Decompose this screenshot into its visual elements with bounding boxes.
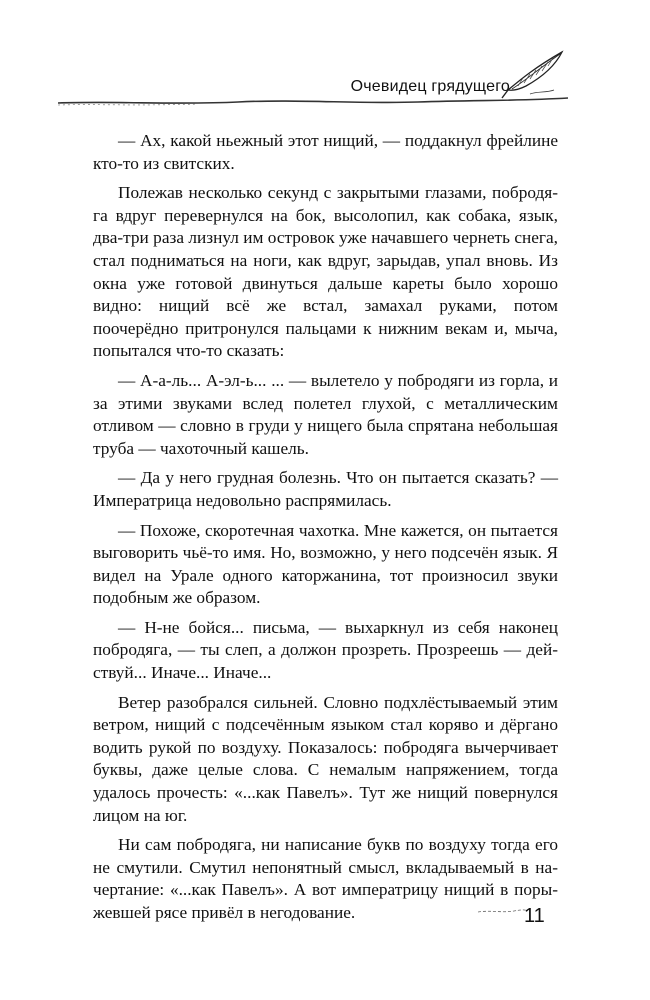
paragraph: Ни сам побродяга, ни написание букв по воздуху тогда его не смутили. Смутил непонятный смысл, вкладываемый в начертание: «...как Павелъ». А вот императрицу нищий в порыжевшей рясе привёл в негодование. xyxy=(93,835,558,922)
running-title: Очевидец грядущего xyxy=(350,78,510,95)
paragraph: — Похоже, скоротечная чахотка. Мне кажется, он пытается выговорить чьё-то имя. Но, возможно, у него подсечён язык. Я видел на Урале одного каторжанина, тот произносил звуки подобным же образом. xyxy=(93,520,558,608)
page-header xyxy=(0,0,650,120)
paragraph: — А-а-ль... А-эл-ь... ... — вылетело у побродяги из горла, и за этими звуками вслед полетел глухой, с металлическим отливом — словно в груди у нищего была спрятана небольшая труба — чахоточный кашель. xyxy=(93,370,558,458)
paragraph: Полежав несколько секунд с закрытыми глазами, побродяга вдруг перевернулся на бок, высолопил, как собака, язык, два-три раза лизнул им островок уже начавшего чернеть снега, стал подниматься на ноги, как вдруг, зарыдав, упал вновь. Из окна уже готовой двинуться дальше кареты было хорошо видно: нищий всё же встал, замахал руками, потом поочерёдно притронулся пальцами к нижним векам и, мыча, попытался что-то сказать: xyxy=(93,183,558,361)
footer-ornament xyxy=(478,906,528,916)
paragraph: Ветер разобрался сильней. Словно подхлёстываемый этим ветром, нищий с подсечённым языком стал коряво и дёргано водить рукой по воздуху. Показалось: побродяга вычерчивает буквы, даже целые слова. С немалым напряжением, тогда удалось прочесть: «...как Павелъ». Тут же нищий повернулся лицом на юг. xyxy=(93,692,558,825)
page-number: 11 xyxy=(524,905,545,927)
paragraph: — Ах, какой ньежный этот нищий, — поддакнул фрейлине кто-то из свитских. xyxy=(93,131,558,173)
paragraph: — Да у него грудная болезнь. Что он пытается сказать? — Императрица недовольно распрямилась. xyxy=(93,468,558,510)
body-text xyxy=(93,130,558,932)
header-rule xyxy=(58,96,568,110)
paragraph: — Н-не бойся... письма, — выхаркнул из себя наконец побродяга, — ты слеп, а должон прозреть. Прозреешь — действуй... Иначе... Иначе... xyxy=(93,617,558,683)
